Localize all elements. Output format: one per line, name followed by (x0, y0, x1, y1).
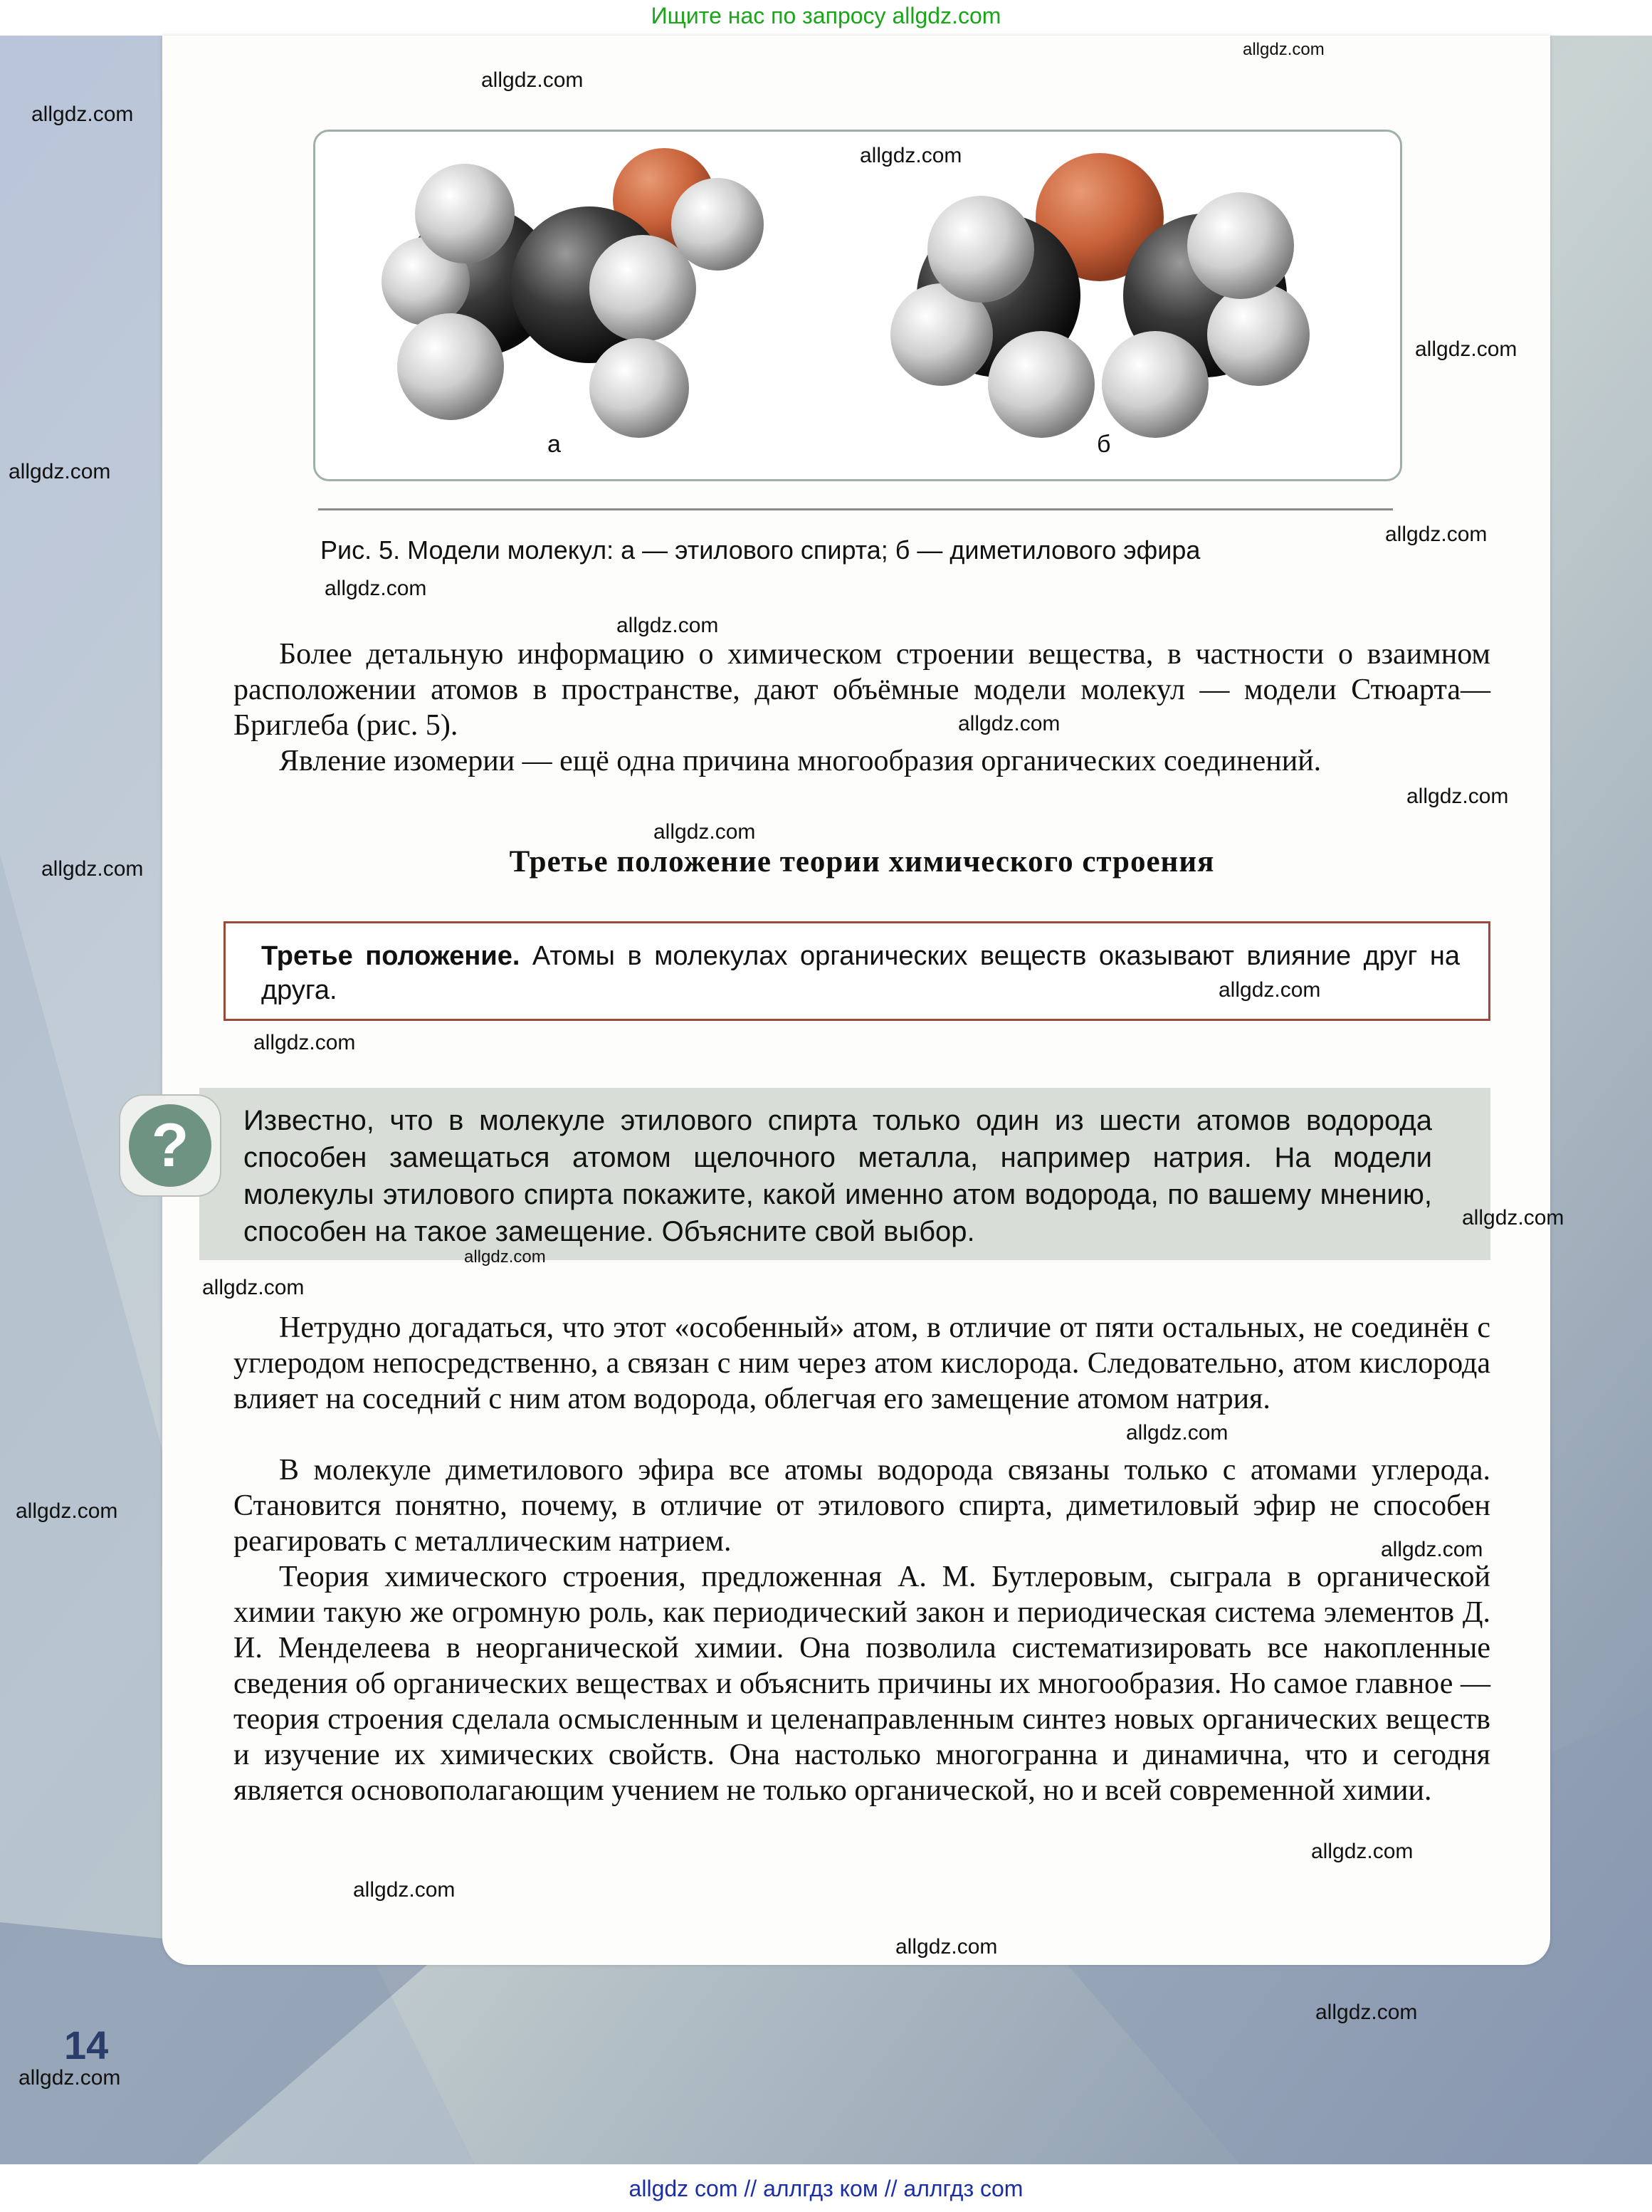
rule-text: Атомы в молекулах органических веществ оказывают влияние друг на друга. (261, 941, 1460, 1005)
watermark[interactable]: allgdz.com (1415, 337, 1517, 361)
figure-frame (313, 130, 1402, 481)
dimethyl-ether-model (890, 153, 1310, 438)
watermark[interactable]: allgdz.com (616, 614, 719, 637)
watermark[interactable]: allgdz.com (1311, 1840, 1414, 1863)
figure-caption: Рис. 5. Модели молекул: а — этилового спирта; б — диметилового эфира (320, 535, 1201, 565)
watermark[interactable]: allgdz.com (325, 577, 427, 600)
rule-title: Третье положение. (261, 941, 520, 971)
watermark[interactable]: allgdz.com (1126, 1421, 1229, 1445)
paragraph-isomerism: Явление изомерии — ещё одна причина многообразия органических соединений. (279, 745, 1322, 777)
watermark[interactable]: allgdz.com (202, 1276, 305, 1299)
watermark[interactable]: allgdz.com (1219, 978, 1321, 1002)
watermark[interactable]: allgdz.com (1315, 2001, 1418, 2024)
paragraph-special-atom: Нетрудно догадаться, что этот «особенный» атом, в отличие от пяти остальных, не соединён с углеродом непосредственно, а связан с ним через атом кислорода. Следовательно, атом кислорода влияет на соседний с ним атом водорода, облегчая его замещение атомом натрия. (233, 1311, 1490, 1415)
watermark[interactable]: allgdz.com (860, 144, 962, 167)
paragraph-butlerov: Теория химического строения, предложенная А. М. Бутлеровым, сыграла в органической химии такую же огромную роль, как периодический закон и периодическая система элементов Д. И. Менделеева в неорганической химии. Она позволила систематизировать все накопленные сведения об органических веществах и объяснить причины их многообразия. Но самое главное — теория строения сделала осмысленным и целенаправленным синтез новых органических веществ и изучение их химических свойств. Она настолько многогранна и динамична, что и сегодня является основополагающим учением не только органической, но и всей современной химии. (233, 1561, 1490, 1807)
watermark[interactable]: allgdz.com (19, 2066, 121, 2090)
watermark[interactable]: allgdz.com (253, 1031, 356, 1054)
molecule-models (315, 132, 1400, 479)
watermark[interactable]: allgdz.com (464, 1247, 546, 1267)
question-text: Известно, что в молекуле этилового спирта только один из шести атомов водорода способен замещаться атомом щелочного металла, например натрия. На модели молекулы этилового спирта покажите, какой именно атом водорода, по вашему мнению, способен на такое замещение. Объясните свой выбор. (243, 1105, 1432, 1247)
watermark[interactable]: allgdz.com (1462, 1206, 1564, 1230)
paragraph-models: Более детальную информацию о химическом строении вещества, в частности о взаимном расположении атомов в пространстве, дают объёмные модели молекул — модели Стюарта—Бриглеба (рис. 5). (233, 638, 1490, 742)
watermark[interactable]: allgdz.com (1243, 40, 1325, 59)
watermark[interactable]: allgdz.com (1406, 785, 1509, 808)
paragraph-ether: В молекуле диметилового эфира все атомы водорода связаны только с атомами углерода. Становится понятно, почему, в отличие от этилового спирта, диметиловый эфир не способен реагировать с металлическим натрием. (233, 1454, 1490, 1558)
caption-divider (318, 508, 1393, 510)
label-a: а (547, 431, 561, 458)
watermark[interactable]: allgdz.com (9, 460, 111, 483)
watermark[interactable]: allgdz.com (16, 1499, 118, 1523)
section-heading: Третье положение теории химического строения (509, 845, 1215, 879)
question-icon (117, 1092, 223, 1199)
watermark[interactable]: allgdz.com (1385, 523, 1488, 546)
watermark[interactable]: allgdz.com (31, 103, 134, 126)
watermark[interactable]: allgdz.com (653, 820, 756, 844)
watermark[interactable]: allgdz.com (958, 712, 1061, 735)
label-b: б (1097, 431, 1111, 458)
watermark[interactable]: allgdz.com (481, 68, 584, 92)
top-promo-link[interactable]: Ищите нас по запросу allgdz.com (651, 3, 1001, 28)
watermark[interactable]: allgdz.com (41, 857, 144, 881)
page-number: 14 (64, 2023, 109, 2067)
ethanol-model (382, 148, 764, 438)
rule-box (223, 921, 1490, 1021)
watermark[interactable]: allgdz.com (353, 1878, 456, 1902)
watermark[interactable]: allgdz.com (895, 1935, 998, 1959)
watermark[interactable]: allgdz.com (1381, 1538, 1483, 1561)
bottom-promo-link[interactable]: allgdz com // аллгдз ком // аллгдз com (628, 2176, 1024, 2201)
question-glyph: ? (151, 1111, 189, 1180)
